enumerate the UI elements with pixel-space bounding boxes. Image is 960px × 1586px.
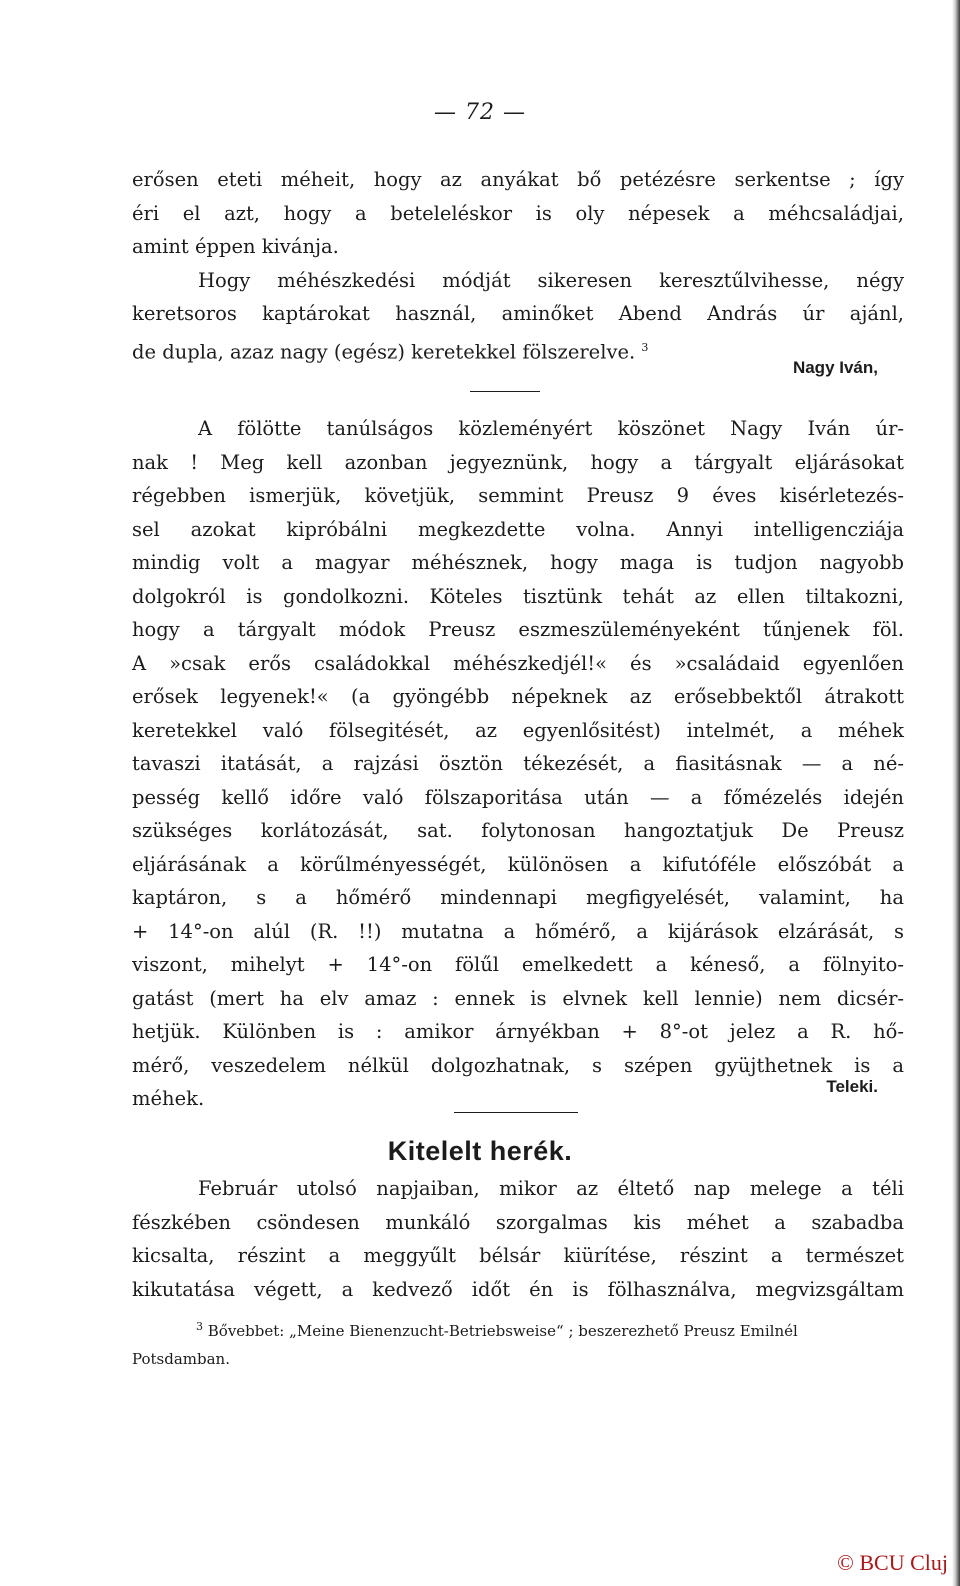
text-line: gatást (mert ha elv amaz : ennek is elvnek kell lennie) nem dicsér- bbox=[132, 986, 904, 1010]
text-line: kaptáron, s a hőmérő mindennapi megfigyelését, valamint, ha bbox=[132, 886, 904, 909]
signature-nagy-ivan: Nagy Iván, bbox=[792, 358, 878, 377]
text-line: fészkében csöndesen munkáló szorgalmas kis méhet a szabadba bbox=[132, 1210, 904, 1234]
text-line: éri el azt, hogy a beteleléskor is oly népesek a méhcsaládjai, bbox=[132, 201, 904, 225]
text-line: kicsalta, részint a meggyűlt bélsár kiürítése, részint a természet bbox=[132, 1244, 904, 1267]
text-line: A fölötte tanúlságos közleményért köszönet Nagy Iván úr- bbox=[198, 417, 904, 440]
text-line: viszont, mihelyt + 14°-on fölűl emelkedett a kéneső, a fölnyito- bbox=[132, 953, 904, 976]
paragraph-editorial bbox=[132, 412, 904, 1116]
text-line: de dupla, azaz nagy (egész) keretekkel fölszerelve. bbox=[132, 340, 636, 363]
section-divider bbox=[470, 391, 540, 392]
text-line: erősen eteti méheit, hogy az anyákat bő petézésre serkentse ; így bbox=[132, 168, 904, 191]
text-line: mérő, veszedelem nélkül dolgozhatnak, s szépen gyüjthetnek is a bbox=[132, 1053, 904, 1077]
paragraph-article bbox=[132, 1172, 904, 1306]
paragraph-intro bbox=[132, 163, 904, 369]
text-line: hogy a tárgyalt módok Preusz eszmeszüleményeként tűnjenek föl. bbox=[132, 618, 904, 641]
text-line-with-footnote bbox=[132, 331, 904, 369]
footnote bbox=[132, 1313, 904, 1373]
text-line: mindig volt a magyar méhésznek, hogy maga is tudjon nagyobb bbox=[132, 551, 904, 574]
text-line: keretsoros kaptárokat használ, aminőket Abend András úr ajánl, bbox=[132, 302, 904, 325]
page-edge-shadow bbox=[952, 0, 960, 1586]
text-line: nak ! Meg kell azonban jegyeznünk, hogy a tárgyalt eljárásokat bbox=[132, 450, 904, 474]
footnote-text: Bővebbet: „Meine Bienenzucht-Betriebsweise“ ; beszerezhető Preusz Emilnél bbox=[207, 1322, 798, 1340]
library-watermark: © BCU Cluj bbox=[837, 1550, 948, 1575]
text-line: + 14°-on alúl (R. !!) mutatna a hőmérő, a kijárások elzárását, s bbox=[132, 919, 904, 943]
text-line: pesség kellő időre való fölszaporitása után — a főmézelés idején bbox=[132, 785, 904, 809]
page-number: — 72 — bbox=[434, 100, 526, 125]
text-line: kikutatása végett, a kedvező időt én is fölhasználva, megvizsgáltam bbox=[132, 1277, 904, 1301]
footnote-line bbox=[132, 1313, 904, 1345]
text-line: hetjük. Különben is : amikor árnyékban + 8°-ot jelez a R. hő- bbox=[132, 1020, 904, 1043]
text-line: amint éppen kivánja. bbox=[132, 235, 339, 258]
text-line: eljárásának a körűlményességét, különösen a kifutóféle előszóbát a bbox=[132, 852, 904, 876]
text-line: Hogy méhészkedési módját sikeresen keresztűlvihesse, négy bbox=[198, 268, 904, 292]
text-line: régebben ismerjük, követjük, semmint Preusz 9 éves kisérletezés- bbox=[132, 484, 904, 507]
text-line: Február utolsó napjaiban, mikor az éltető nap melege a téli bbox=[198, 1177, 904, 1200]
section-divider bbox=[454, 1112, 578, 1113]
text-line: erősek legyenek!« (a gyöngébb népeknek az erősebbektől átrakott bbox=[132, 685, 904, 708]
text-line: dolgokról is gondolkozni. Köteles tisztünk tehát az ellen tiltakozni, bbox=[132, 584, 904, 608]
footnote-reference: 3 bbox=[641, 340, 649, 354]
text-line: tavaszi itatását, a rajzási ösztön tékezését, a fiasitásnak — a né- bbox=[132, 752, 904, 775]
footnote-marker: 3 bbox=[196, 1320, 203, 1333]
text-line: A »csak erős családokkal méhészkedjél!« és »családaid egyenlően bbox=[132, 651, 904, 675]
text-line: méhek. bbox=[132, 1087, 205, 1110]
text-line: keretekkel való fölsegitését, az egyenlősitést) intelmét, a méhek bbox=[132, 718, 904, 742]
signature-teleki: Teleki. bbox=[826, 1077, 878, 1096]
footnote-line: Potsdamban. bbox=[132, 1350, 230, 1368]
text-line: sel azokat kipróbálni megkezdette volna. Annyi intelligencziája bbox=[132, 517, 904, 541]
text-line: szükséges korlátozását, sat. folytonosan hangoztatjuk De Preusz bbox=[132, 819, 904, 842]
article-heading: Kitelelt herék. bbox=[387, 1136, 573, 1166]
